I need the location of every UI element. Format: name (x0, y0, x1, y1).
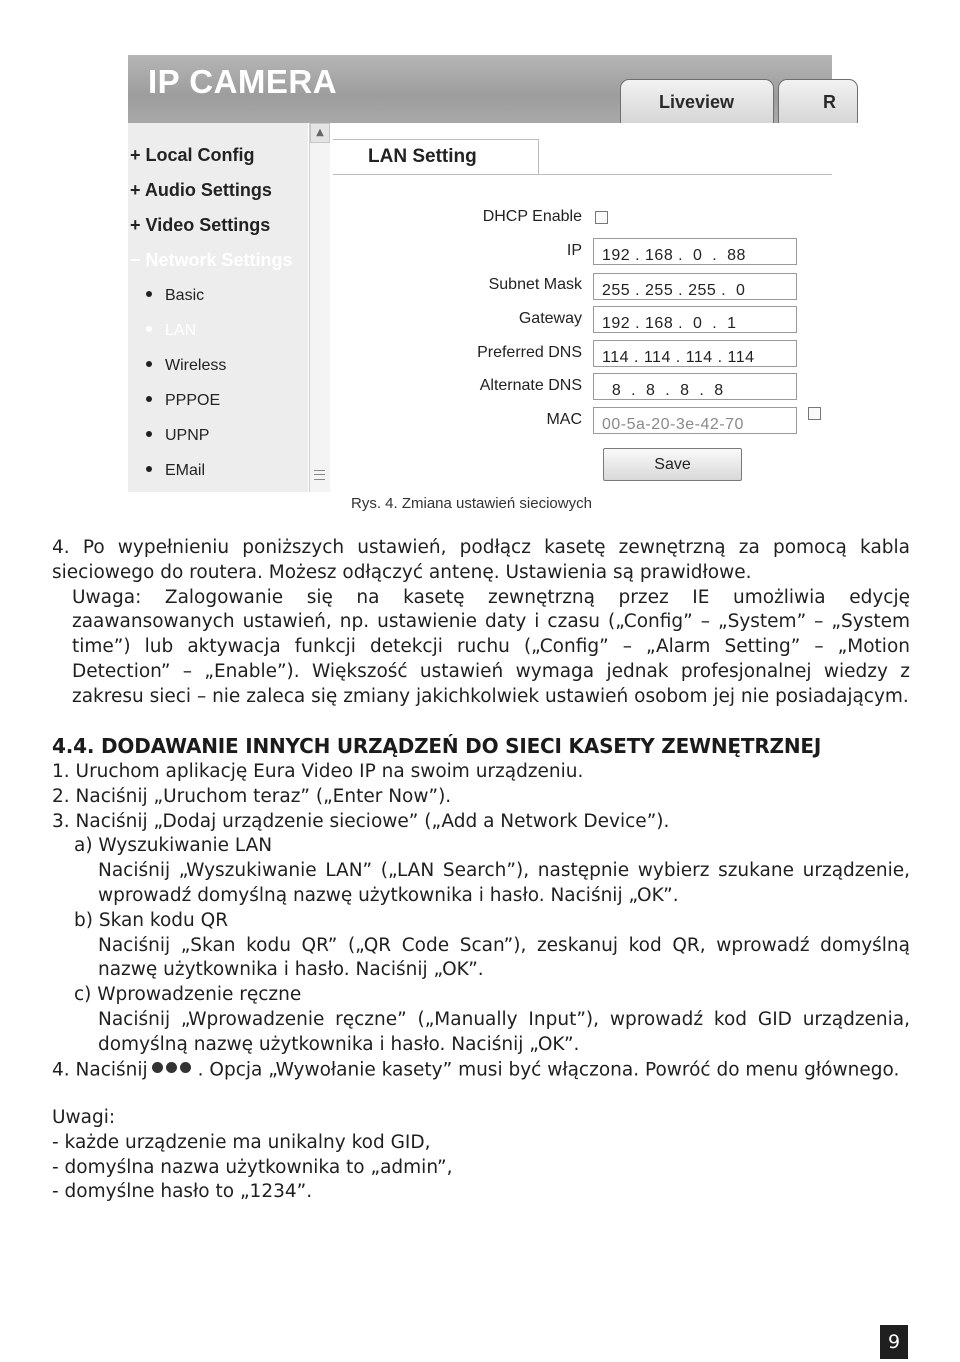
three-dots-icon (152, 1056, 194, 1081)
sidebar-item-network-settings[interactable]: − Network Settings (130, 250, 293, 270)
paragraph-4-note: Uwaga: Zalogowanie się na kasetę zewnętrzną przez IE umożliwia edycję zaawansowanych ustawień, np. ustawienie daty i czasu („Config” – „System” – „System time”) lub aktywacja funkcji detekcji ruchu („Config” – „Alarm Setting” – „Motion Detection” – „Enable”). Większość ustawień wymaga jednak profesjonalnej wiedzy z zakresu sieci – nie zaleca się zmiany jakichkolwiek ustawień osobom jej nie posiadającym. (72, 586, 910, 707)
ip-camera-screenshot (128, 55, 836, 492)
section-divider (333, 174, 832, 175)
step-2: 2. Naciśnij „Uruchom teraz” („Enter Now”). (52, 785, 452, 807)
section-heading: 4.4. DODAWANIE INNYCH URZĄDZEŃ DO SIECI KASETY ZEWNĘTRZNEJ (52, 734, 822, 758)
sidebar-subitem-basic[interactable]: Basic (146, 287, 204, 305)
subnet-mask-field[interactable]: 255 . 255 . 255 . 0 (593, 273, 797, 300)
sidebar-subitem-wireless[interactable]: Wireless (146, 357, 226, 375)
section-title: LAN Setting (368, 146, 477, 167)
steps-list (52, 760, 910, 1083)
note-3: - domyślne hasło to „1234”. (52, 1181, 313, 1203)
app-title: IP CAMERA (148, 63, 338, 100)
note-1: - każde urządzenie ma unikalny kod GID, (52, 1131, 431, 1153)
mac-label: MAC (546, 411, 582, 428)
app-header (128, 55, 836, 123)
mac-field[interactable]: 00-5a-20-3e-42-70 (593, 407, 797, 434)
sidebar-item-audio-settings[interactable]: + Audio Settings (130, 180, 272, 200)
save-button[interactable]: Save (603, 448, 742, 481)
step-3: 3. Naciśnij „Dodaj urządzenie sieciowe” („Add a Network Device”). (52, 810, 670, 832)
step-1: 1. Uruchom aplikację Eura Video IP na swoim urządzeniu. (52, 761, 584, 782)
sidebar-subitem-email[interactable]: EMail (146, 462, 205, 480)
sidebar-subitem-upnp[interactable]: UPNP (146, 427, 209, 445)
dhcp-enable-label: DHCP Enable (482, 208, 582, 225)
scroll-up-arrow-icon[interactable]: ▲ (310, 123, 330, 143)
sidebar-subitem-pppoe[interactable]: PPPOE (146, 392, 220, 410)
scroll-grip-icon[interactable] (314, 470, 325, 480)
sidebar-item-video-settings[interactable]: + Video Settings (130, 215, 271, 235)
step-3c-body: Naciśnij „Wprowadzenie ręczne” („Manually Input”), wprowadź kod GID urządzenia, domyślną nazwę użytkownika i hasło. Naciśnij „OK”. (98, 1008, 910, 1055)
step-3a-body: Naciśnij „Wyszukiwanie LAN” („LAN Search”), następnie wybierz szukane urządzenie, wprowadź domyślną nazwę użytkownika i hasło. Naciśnij „OK”. (98, 860, 910, 906)
paragraph-4 (52, 536, 910, 710)
ip-label: IP (566, 242, 582, 259)
dhcp-enable-checkbox[interactable] (595, 211, 608, 224)
step-4: 4. Naciśnij . Opcja „Wywołanie kasety” musi być włączona. Powróć do menu głównego. (52, 1058, 910, 1083)
sidebar-item-local-config[interactable]: + Local Config (130, 145, 255, 165)
notes-title: Uwagi: (52, 1107, 116, 1128)
page-number: 9 (880, 1325, 908, 1359)
step-3b-body: Naciśnij „Skan kodu QR” („QR Code Scan”), zeskanuj kod QR, wprowadź domyślną nazwę użytkownika i hasło. Naciśnij „OK”. (98, 934, 910, 981)
step-3b-title: b) Skan kodu QR (74, 909, 229, 931)
section-tab-edge (538, 139, 539, 175)
ip-field[interactable]: 192 . 168 . 0 . 88 (593, 238, 797, 265)
sidebar-subitem-lan[interactable]: LAN (146, 322, 196, 340)
step-3c-title: c) Wprowadzenie ręczne (74, 984, 302, 1006)
note-2: - domyślna nazwa użytkownika to „admin”, (52, 1156, 453, 1178)
notes (52, 1106, 910, 1205)
preferred-dns-field[interactable]: 114 . 114 . 114 . 114 (593, 340, 797, 367)
mac-checkbox[interactable] (808, 407, 821, 420)
step-3a-title: a) Wyszukiwanie LAN (74, 835, 273, 857)
alternate-dns-label: Alternate DNS (479, 377, 582, 394)
figure-caption: Rys. 4. Zmiana ustawień sieciowych (351, 495, 592, 512)
tab-next[interactable]: R (778, 79, 858, 123)
tab-liveview[interactable]: Liveview (620, 79, 774, 123)
section-tab-border (333, 139, 538, 140)
preferred-dns-label: Preferred DNS (477, 344, 582, 361)
sidebar-scrollbar[interactable] (309, 123, 330, 492)
sidebar (128, 123, 308, 492)
alternate-dns-field[interactable]: 8 . 8 . 8 . 8 (593, 373, 797, 400)
gateway-label: Gateway (518, 310, 582, 327)
paragraph-4-main: 4. Po wypełnieniu poniższych ustawień, podłącz kasetę zewnętrzną za pomocą kabla sieciowego do routera. Możesz odłączyć antenę. Ustawienia są prawidłowe. (52, 537, 910, 583)
subnet-mask-label: Subnet Mask (488, 276, 582, 293)
gateway-field[interactable]: 192 . 168 . 0 . 1 (593, 306, 797, 333)
